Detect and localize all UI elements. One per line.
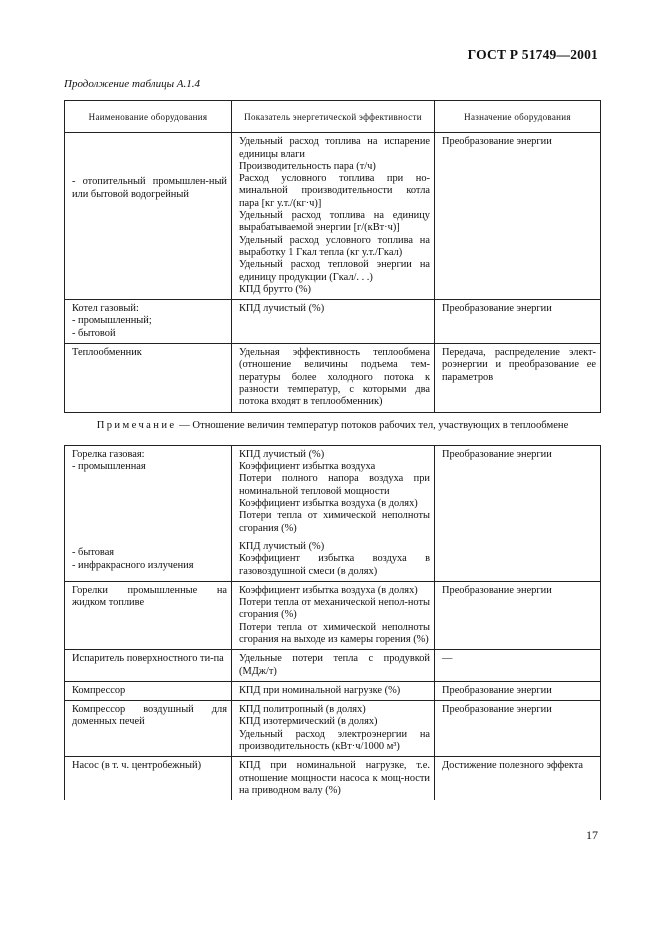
equipment-subtype: - бытовой [72,327,116,339]
equipment-name-cell: Компрессор воздушный для доменных печей [65,701,232,757]
indicator-cell [232,581,435,649]
equipment-name-cell: Испаритель поверхностного ти-па [65,650,232,682]
table-row [65,344,601,412]
equipment-name: Горелка газовая: [72,448,145,460]
indicator-cell [232,133,435,300]
purpose-cell: Преобразование энергии [435,133,601,300]
indicator-line: Потери тепла от химической неполноты сгорания (%) [239,510,430,534]
column-header-purpose: Назначение оборудования [435,101,601,133]
table-header-row [65,101,601,133]
table-continuation-caption: Продолжение таблицы А.1.4 [64,78,200,90]
indicator-line: Потери тепла от химической неполноты сгорания на выходе из камеры горения (%) [239,621,430,645]
equipment-name: - отопительный промышлен-ный или бытовой водогрейный [72,176,227,200]
purpose-cell: Передача, распределение элект-роэнергии и преобразование ее параметров [435,344,601,412]
indicator-line: Коэффициент избытка воздуха (в долях) [239,584,418,596]
indicator-line: Коэффициент избытка воздуха в газовоздушной смеси (в долях) [239,553,430,577]
note-text: — Отношение величин температур потоков рабочих тел, участвующих в теплообмене [176,419,569,431]
indicator-line: КПД изотермический (в долях) [239,716,378,728]
table-row [65,757,601,800]
table-row [65,445,601,581]
equipment-name-cell [65,445,232,581]
table-row [65,681,601,700]
table-row [65,581,601,649]
indicator-line: КПД брутто (%) [239,283,311,295]
purpose-cell: Достижение полезного эффекта [435,757,601,800]
column-header-indicator: Показатель энергетической эффективности [232,101,435,133]
indicator-line: КПД политропный (в долях) [239,704,366,716]
document-id: ГОСТ Р 51749—2001 [467,47,598,62]
indicator-line: Расход условного топлива при но-минальной производительности котла пара [кг у.т./(кг·ч)] [239,173,430,209]
indicator-line: Удельный расход топлива на единицу вырабатываемой энергии [г/(кВт·ч)] [239,210,430,234]
indicator-line: КПД лучистый (%) [239,448,325,460]
purpose-cell: Преобразование энергии [435,701,601,757]
equipment-table [64,100,601,800]
table-note [65,412,601,445]
indicator-cell: КПД лучистый (%) [232,300,435,344]
table-row [65,133,601,300]
table-note-row [65,412,601,445]
equipment-subtype: - инфракрасного излучения [72,559,194,571]
purpose-cell: Преобразование энергии [435,581,601,649]
indicator-line: Потери полного напора воздуха при номинальной тепловой мощности [239,473,430,497]
indicator-cell: Удельные потери тепла с продувкой (МДж/т) [232,650,435,682]
indicator-line: Удельный расход электроэнергии на производительность (кВт·ч/1000 м³) [239,728,430,753]
equipment-subtype: - промышленная [72,461,146,473]
equipment-subtype: - промышленный; [72,315,152,327]
purpose-cell: Преобразование энергии [435,300,601,344]
equipment-subtype: - бытовая [72,547,115,559]
purpose-cell: Преобразование энергии [435,445,601,581]
indicator-line: Коэффициент избытка воздуха (в долях) [239,498,418,510]
column-header-equipment: Наименование оборудования [65,101,232,133]
equipment-name-cell: Компрессор [65,681,232,700]
indicator-line: Коэффициент избытка воздуха [239,461,376,473]
equipment-name: Котел газовый: [72,303,139,315]
indicator-line: Потери тепла от механической непол-ноты сгорания (%) [239,597,430,621]
purpose-cell: Преобразование энергии [435,681,601,700]
indicator-cell: КПД при номинальной нагрузке, т.е. отношение мощности насоса к мощ-ности на приводном валу (%) [232,757,435,800]
indicator-line: Удельный расход условного топлива на выработку 1 Гкал тепла (кг у.т./Гкал) [239,234,430,258]
equipment-name-cell: Теплообменник [65,344,232,412]
indicator-cell [232,445,435,581]
table-row [65,300,601,344]
equipment-name-cell [65,300,232,344]
equipment-name-cell: Насос (в т. ч. центробежный) [65,757,232,800]
indicator-line: Удельный расход топлива на испарение единицы влаги [239,136,430,160]
table-row [65,701,601,757]
purpose-cell: — [435,650,601,682]
indicator-cell: КПД при номинальной нагрузке (%) [232,681,435,700]
equipment-name-cell: Горелки промышленные на жидком топливе [65,581,232,649]
indicator-line: КПД лучистый (%) [239,540,325,552]
page-number: 17 [586,828,598,842]
indicator-line: Производительность пара (т/ч) [239,160,376,172]
table-row [65,650,601,682]
note-label: Примечание [96,419,177,431]
equipment-name-cell [65,133,232,300]
indicator-line: Удельный расход тепловой энергии на единицу продукции (Гкал/. . .) [239,259,430,283]
indicator-cell: Удельная эффективность теплообмена (отношение величины подъема тем-пературы более холодного потока к разности температур, с которыми два потока входят в теплообменник) [232,344,435,412]
indicator-cell [232,701,435,757]
